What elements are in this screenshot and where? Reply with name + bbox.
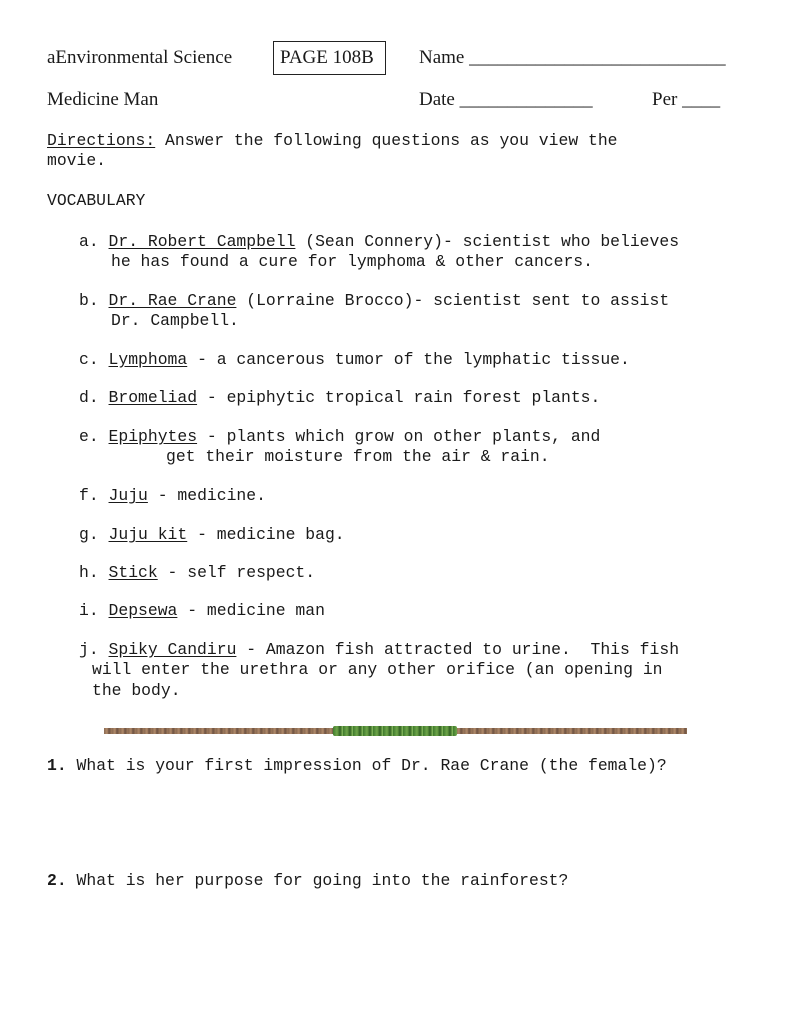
vocab-definition-cont: will enter the urethra or any other orifice (an opening in (92, 660, 663, 679)
question-text: What is her purpose for going into the rainforest? (66, 871, 569, 890)
vocab-item-h (79, 563, 315, 583)
vocab-letter: i. (79, 601, 99, 620)
vocab-definition: - epiphytic tropical rain forest plants. (197, 388, 601, 407)
period-field-label: Per ____ (652, 89, 721, 110)
vocab-letter: d. (79, 388, 99, 407)
vocab-term: Depsewa (108, 601, 178, 620)
vocab-definition: - medicine. (147, 486, 266, 505)
vocab-letter: h. (79, 563, 99, 582)
vocab-term: Epiphytes (108, 427, 198, 446)
vocab-definition: (Lorraine Brocco)- scientist sent to assist (236, 291, 670, 310)
vocab-item-e (79, 427, 600, 447)
question-number: 2. (47, 871, 67, 890)
vocab-definition-cont: Dr. Campbell. (111, 311, 239, 330)
vocab-term: Juju (108, 486, 148, 505)
question-text: What is your first impression of Dr. Rae Crane (the female)? (66, 756, 667, 775)
directions (47, 131, 618, 151)
question-2 (47, 871, 568, 891)
vocab-letter: c. (79, 350, 99, 369)
vocab-definition-cont: get their moisture from the air & rain. (166, 447, 550, 466)
leaf-divider-ornament (333, 726, 457, 736)
vocab-item-c (79, 350, 630, 370)
directions-text-line2: movie. (47, 151, 107, 170)
vocab-definition: (Sean Connery)- scientist who believes (295, 232, 680, 251)
vocab-item-j (79, 640, 679, 660)
vocab-term: Juju kit (108, 525, 188, 544)
vocab-definition-cont: the body. (92, 681, 181, 700)
vocab-letter: g. (79, 525, 99, 544)
course-title: aEnvironmental Science (47, 47, 233, 68)
question-1 (47, 756, 667, 776)
vocab-definition: - medicine man (177, 601, 325, 620)
vocab-term: Dr. Robert Campbell (108, 232, 296, 251)
vocab-definition-cont: he has found a cure for lymphoma & other cancers. (111, 252, 593, 271)
vocab-term: Spiky Candiru (108, 640, 237, 659)
vocab-item-d (79, 388, 600, 408)
vocab-item-b (79, 291, 669, 311)
vocab-item-f (79, 486, 266, 506)
vocab-item-i (79, 601, 325, 621)
vocab-definition: - plants which grow on other plants, and (197, 427, 601, 446)
vocab-term: Lymphoma (108, 350, 188, 369)
directions-text: Answer the following questions as you view the (155, 131, 618, 150)
vocab-letter: e. (79, 427, 99, 446)
vocab-letter: j. (79, 640, 99, 659)
vocab-definition: - Amazon fish attracted to urine. This fish (236, 640, 680, 659)
vocab-letter: f. (79, 486, 99, 505)
vocab-item-a (79, 232, 679, 252)
directions-label: Directions: (47, 131, 156, 150)
vocab-definition: - self respect. (157, 563, 316, 582)
vocab-term: Bromeliad (108, 388, 198, 407)
question-number: 1. (47, 756, 67, 775)
vocab-term: Dr. Rae Crane (108, 291, 237, 310)
page-label: PAGE 108B (280, 47, 374, 68)
vocab-term: Stick (108, 563, 158, 582)
name-field-label: Name ___________________________ (419, 47, 726, 68)
vocabulary-heading: VOCABULARY (47, 191, 146, 210)
vocab-definition: - medicine bag. (187, 525, 345, 544)
vocab-letter: b. (79, 291, 99, 310)
vocab-letter: a. (79, 232, 99, 251)
topic-title: Medicine Man (47, 89, 159, 110)
vocab-definition: - a cancerous tumor of the lymphatic tissue. (187, 350, 630, 369)
vocab-item-g (79, 525, 345, 545)
date-field-label: Date ______________ (419, 89, 593, 110)
